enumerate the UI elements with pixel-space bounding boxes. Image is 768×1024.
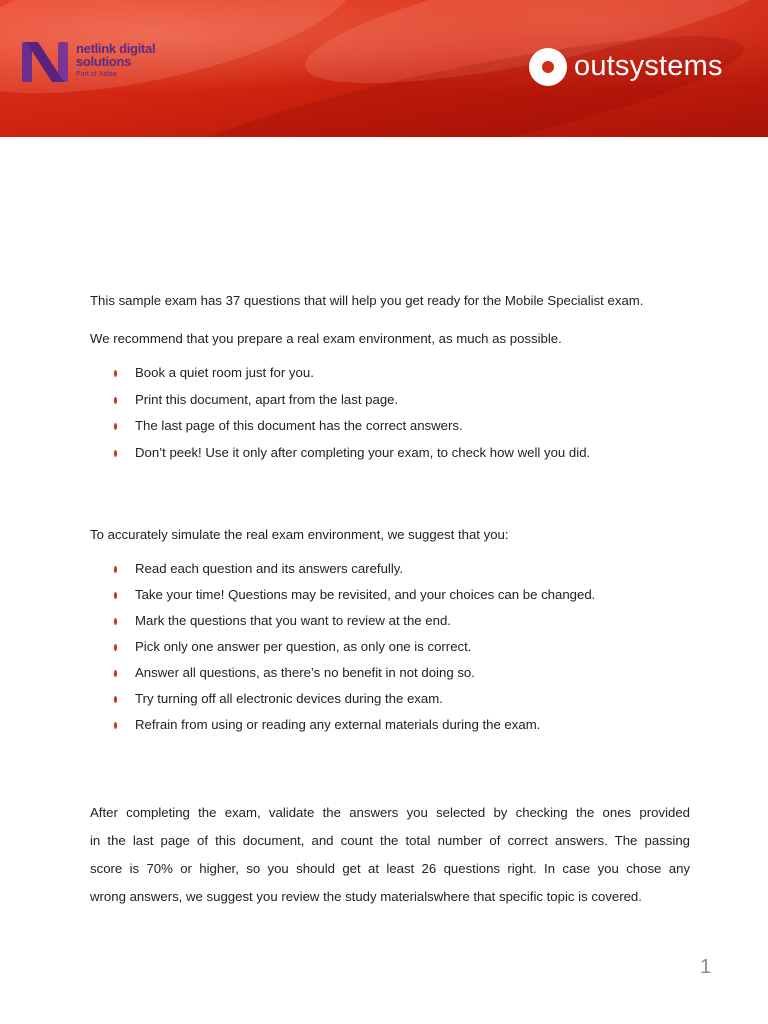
netlink-name [76,42,155,68]
bullet-icon [114,566,117,573]
bullet-icon [114,696,117,703]
list-item: Print this document, apart from the last page. [90,392,590,419]
page-number: 1 [700,956,712,978]
bullet-icon [114,370,117,377]
list-item: Take your time! Questions may be revisited, and your choices can be changed. [90,587,595,613]
bullet-icon [114,450,117,457]
list-item: Book a quiet room just for you. [90,365,590,392]
closing-line: After completing the exam, validate the answers you selected by checking the ones provided [90,805,690,820]
netlink-line1: netlink digital [76,41,156,56]
netlink-n-icon [22,40,70,84]
closing-line: wrong answers, we suggest you review the study materialswhere that specific topic is covered. [90,889,642,904]
bullet-icon [114,618,117,625]
outsystems-wordmark: outsystems [574,50,723,82]
bullet-icon [114,670,117,677]
intro-line-2: We recommend that you prepare a real exam environment, as much as possible. [90,331,562,346]
list-item: The last page of this document has the correct answers. [90,418,590,445]
list-item: Don’t peek! Use it only after completing your exam, to check how well you did. [90,445,590,472]
outsystems-logo [529,48,739,90]
header-banner [0,0,768,137]
prep-list [90,365,590,471]
intro-line-1: This sample exam has 37 questions that will help you get ready for the Mobile Specialist exam. [90,293,644,308]
bullet-icon [114,592,117,599]
closing-line: in the last page of this document, and count the total number of correct answers. The passing [90,833,690,848]
list-item: Pick only one answer per question, as only one is correct. [90,639,595,665]
netlink-line2: solutions [76,54,132,69]
bullet-icon [114,423,117,430]
simulate-list [90,561,595,743]
bullet-icon [114,644,117,651]
simulate-heading: To accurately simulate the real exam environment, we suggest that you: [90,527,509,542]
outsystems-circle-icon [529,48,567,86]
bullet-icon [114,397,117,404]
closing-paragraph [90,805,690,917]
netlink-logo [22,40,172,86]
closing-line: score is 70% or higher, so you should get at least 26 questions right. In case you chose any [90,861,690,876]
list-item: Answer all questions, as there’s no benefit in not doing so. [90,665,595,691]
list-item: Mark the questions that you want to review at the end. [90,613,595,639]
list-item: Read each question and its answers carefully. [90,561,595,587]
bullet-icon [114,722,117,729]
netlink-tagline: Part of Xebia [76,71,117,78]
list-item: Refrain from using or reading any external materials during the exam. [90,717,595,743]
list-item: Try turning off all electronic devices during the exam. [90,691,595,717]
